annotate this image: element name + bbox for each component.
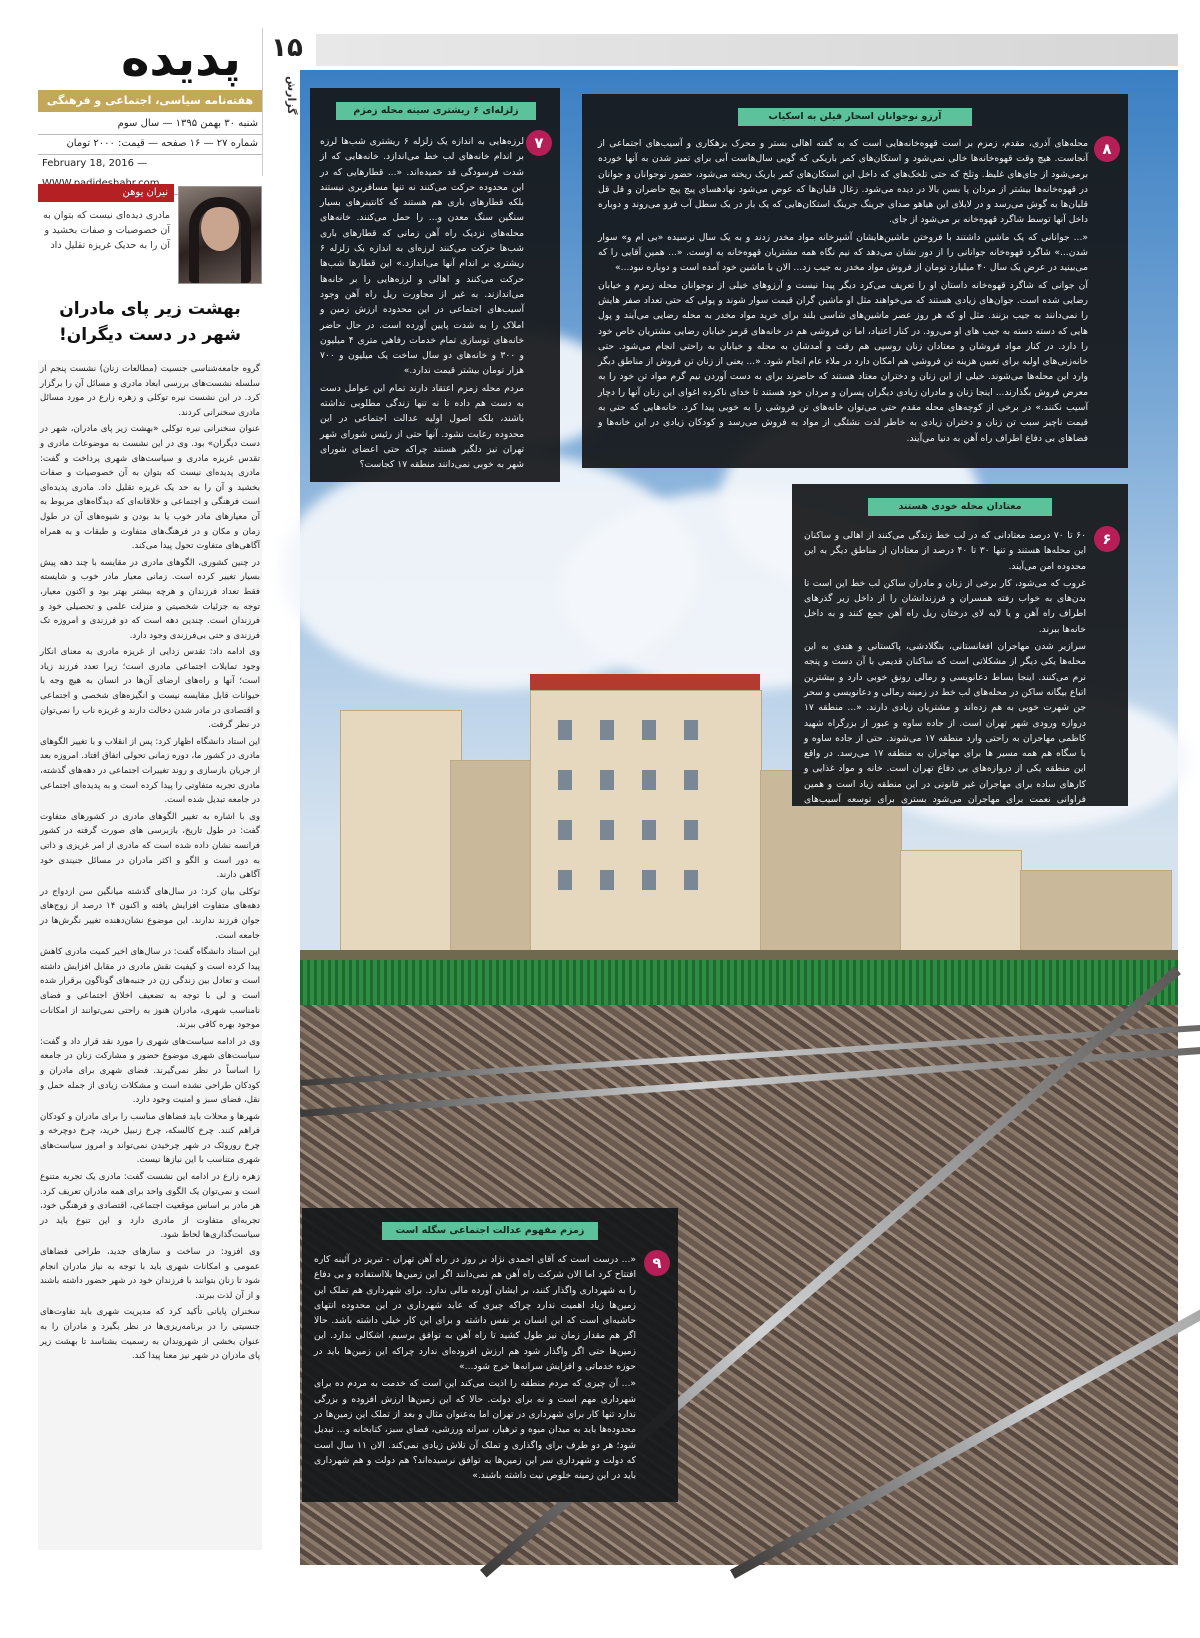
box-9 <box>302 1208 678 1502</box>
left-paragraph: عنوان سخنرانی نیره توکلی «بهشت زیر پای مادران، شهر در دست دیگران» بود. وی در این نشست به موضوعات مادری و تقدس غریزه مادری و سیاست‌های شهری پرداخت و گفت: مادری پدیده‌ای نیست که بتوان به آن خصوصیات و صفات بخشید و آن را به حد یک غریزه تقلیل داد. مادری پدیده‌ای است فرهنگی و اجتماعی و خلاقانه‌ای که دیدگاه‌های مربوط به آن معیارهای مادر خوب یا بد بودن و شیوه‌های آن در طول زمان و مکان و در فرهنگ‌های متفاوت و طبقات و به همراه آگاهی‌های متفاوت تحول پیدا می‌کند. <box>40 424 260 552</box>
page-number: ۱۵ <box>271 33 303 63</box>
website-line[interactable]: February 18, 2016 — <box>38 154 262 195</box>
box-6-paragraph: غروب که می‌شود، کار برخی از زنان و مادران ساکن لب خط این است تا بدن‌های به خواب رفته همسران و فرزندانشان را از داخل زیر گذرهای اطراف راه آهن و یا لابه لای درختان ریل راه آهن جمع کنند و به داخل خانه‌ها ببرند. <box>804 577 1086 635</box>
box-7 <box>310 88 560 482</box>
issue-line: شماره ۲۷ — ۱۶ صفحه — قیمت: ۲۰۰۰ تومان <box>38 134 262 155</box>
newspaper-logo[interactable]: پدیده <box>121 31 241 87</box>
box-9-text <box>314 1252 636 1496</box>
left-paragraph: شهرها و محلات باید فضاهای مناسب را برای مادران و کودکان فراهم کنند. چرخ کالسکه، چرخ زنبیل خرید، چرخ دوچرخه و چرخ روروئک در شهر چرخیدن نمی‌تواند و امروز سیاست‌های شهری متناسب با این نیازها نیست. <box>40 1111 260 1166</box>
left-paragraph: وی با اشاره به تغییر الگوهای مادری در کشورهای متفاوت گفت: در طول تاریخ، بازبرسی های صورت گرفته در کشور فرانسه نشان داده شده است که مادری از امر غریزی و ذاتی به دور است و الگو و اکثر مادران در مسائل جنیندی خود آگاهی دارند. <box>40 811 260 881</box>
date-line: شنبه ۳۰ بهمن ۱۳۹۵ — سال سوم <box>38 114 262 135</box>
left-paragraph: وی در ادامه سیاست‌های شهری را مورد نقد قرار داد و گفت: سیاست‌های شهری موضوع حضور و مشارکت زنان در جامعه را اساساً در نظر نمی‌گیرند. فضای شهری برای مادران و کودکان طراحی نشده است و مشکلات زیادی از جمله حمل و نقل، فضای سبز و امنیت وجود دارد. <box>40 1036 260 1106</box>
box-8-paragraph: محله‌های آذری، مقدم، زمزم بر است قهوه‌خانه‌هایی است که به گفته اهالی بستر و محرک بزهکاری و آسیب‌های اجتماعی از آنجاست. هیچ وقت قهوه‌خانه‌ها خالی نمی‌شود و استکان‌های کمر باریکی که گویی سال‌هاست آبی برای تمیز شدن به آنها خورده برمی‌شود از جای‌های غلیظ. وتلخ که حتی تلخک‌های که داخل این استکان‌های کمر باریک ریخته می‌شود، حضور نوجوانان و جوانان در قهوه‌خانه‌ها بیشتر از مردان پا بسن بالا در دیده می‌شود. زغال قلیان‌ها که عوض می‌شود نهادهسای پیچ پیچ حاضران و قل قل قلیان‌ها به گوش می‌رسد و در لابلای این هیاهو صدای جرینگ جرینگ استکان‌هایی که یک بار در یک سطل آب فرو می‌روند و دوباره داخل آنها توسط شاگرد قهوه‌خانه بر می‌شود از جای. <box>598 138 1088 226</box>
box-7-text <box>320 134 524 474</box>
box-6-text <box>804 528 1087 821</box>
box-9-heading: زمزم مفهوم عدالت اجتماعی سگله است <box>382 1222 598 1240</box>
left-paragraph: توکلی بیان کرد: در سال‌های گذشته میانگین سن ازدواج در دهه‌های متفاوت افزایش یافته و اکنون ۱۴ درصد از زوج‌های جوان فرزند ندارند. این موضوع نشان‌دهنده تغییر نگرش‌ها در جامعه است. <box>40 886 260 941</box>
box-7-heading: زلزله‌ای ۶ ریشتری سینه محله زمزم <box>336 102 536 120</box>
left-paragraph: سخنران پایانی تأکید کرد که مدیریت شهری باید تفاوت‌های جنسیتی را در برنامه‌ریزی‌ها در نظر بگیرد و مادران را به عنوان بخشی از شهروندان به رسمیت بشناسد تا بهشت زیر پای مادران در شهر نیز معنا پیدا کند. <box>40 1307 260 1362</box>
author-photo <box>178 186 262 284</box>
box-8-text <box>598 136 1088 460</box>
left-paragraph: وی افزود: در ساخت و سازهای جدید، طراحی فضاهای عمومی و امکانات شهری باید با توجه به نیاز مادران انجام شود تا زنان بتوانند با فرزندان خود در شهر حضور داشته باشند و از آن لذت ببرند. <box>40 1247 260 1301</box>
box-7-paragraph: مردم محله زمزم اعتقاد دارند تمام این عوامل دست به دست هم داده تا نه تنها زندگی مطلوبی نداشته باشند، بلکه اصول اولیه عدالت اجتماعی در این محدوده رعایت نشود. آنها حتی از رئیس شورای شهر تهران نیز دلگیر هستند چراکه حتی اعضای شورای شهر به خوبی نمی‌دانند منطقه ۱۷ کجاست؟ <box>320 382 524 471</box>
box-9-number: ۹ <box>644 1250 670 1276</box>
box-8-heading: آرزو نوجوانان اسحار فیلن به اسکیاب <box>738 108 972 126</box>
box-9-paragraph: «... آن چیزی که مردم منطقه را اذیت می‌کند این است که خدمت به مردم ده برای شهرداری مهم است و نه برای دولت. حالا که این زمین‌ها ارزش افزوده و بزرگی ندارد تنها کار برای شهرداری در تهران اما به‌عنوان مثال و بعد از تملک این زمین‌ها در محدوده‌ها باید به میدان میوه و ترهبار، سرانه ورزشی، فضای سبز، کتابخانه و... تبدیل شود؛ هر دو طرف برای واگذاری و تملک آن تلاش زیادی نمی‌کند. الان ۱۱ سال است که دولت و شهرداری سر این زمین‌ها به توافق نرسیده‌اند؟ هم دولت و هم شهرداری باید در این زمینه خلوص نیت داشته باشند.» <box>314 1378 636 1482</box>
author-box <box>38 184 262 284</box>
author-name-tag: نیران یوهن <box>38 184 174 202</box>
box-6 <box>792 484 1128 821</box>
box-8 <box>582 94 1128 468</box>
box-6-number: ۶ <box>1094 526 1120 552</box>
box-6-paragraph: ۶۰ تا ۷۰ درصد معتادانی که در لب خط زندگی می‌کنند از اهالی و ساکنان این محله‌ها هستند و تنها ۳۰ تا ۴۰ درصد از معتادان از مناطق دیگر به این محدوده امن می‌آیند. <box>804 530 1087 572</box>
left-paragraph: این استاد دانشگاه اظهار کرد: پس از انقلاب و با تغییر الگوهای مادری در کشور ما، دوره زمانی تحولی اتفاق افتاد. امروزه بعد از جریان بازسازی و روند تغییرات اجتماعی در دهه‌های گذشته، مادری تجربه متفاوتی را پیدا کرده است و به پدیده‌ای اجتماعی در جامعه تبدیل شده است. <box>40 736 260 806</box>
left-paragraph: گروه جامعه‌شناسی جنسیت (مطالعات زنان) نشست پنجم از سلسله نشست‌های بررسی ابعاد مادری و مسائل آن را برگزار کرد. در این نشست نیره توکلی و زهره زارع در مورد مسائل مادری سخنرانی کردند. <box>40 364 260 418</box>
left-paragraph: در چنین کشوری، الگوهای مادری در مقایسه با چند دهه پیش بسیار تغییر کرده است. زمانی معیار مادر خوب و شایسته فقط تعداد فرزندان و هرچه بیشتر بهتر بود و اکنون معیار، توجه به جزئیات شخصیتی و منزلت علمی و تحصیلی خود و فرزندان است. چندین دهه است که دو فرزندی و امروزه تک فرزندی و حتی بی‌فرزندی وجود دارد. <box>40 557 260 641</box>
box-8-paragraph: «... جوانانی که یک ماشین داشتند با فروختن ماشین‌هایشان آشپزخانه مواد مخدر زدند و به یک سال نرسیده «بی ام و» سوار شدن...» شاگرد قهوه‌خانه جوانانی را از دور نشان می‌دهد که نیم نگاه همه مشتریان قهوه‌خانه به اوست. «... همین آقایی را که می‌بینید در عرض یک سال ۴۰ میلیارد تومان از فروش مواد مخدر به جیب زد... الان با ماشین خود آمده است و دوباره نبود...» <box>598 231 1088 274</box>
box-6-paragraph: سرازیر شدن مهاجران افغانستانی، بنگلادشی، پاکستانی و هندی به این محله‌ها یکی دیگر از مشکلاتی است که ساکنان قدیمی با آن دست و پنجه نرم می‌کنند. اینجا بساط دعانویسی و رمالی رونق خوبی دارد و بیشترین اتباع بیگانه ساکن در محله‌های لب خط در زمینه رمالی و دعانویسی و سحر جن شهرت خوبی به هم زده‌اند و مشتریان زیادی دارند. «... منطقه ۱۷ دروازه ورودی شهر تهران است. از جاده ساوه و عبور از بزرگراه شهید کاظمی مهاجران به راحتی وارد منطقه ۱۷ می‌شوند. حتی از جاده ساوه و با سگاه هم همه مسیر ها برای مهاجران به منطقه ۱۷ می‌رسد. در واقع این منطقه یکی از دروازه‌های بی دفاع تهران است. خانه و مواد غذایی و کارهای ساده برای مهاجران غیر قانونی در این منطقه زیاد است و همین فراوانی نعمت برای مهاجران می‌شود بستری برای توسعه آسیب‌های اجتماعی.» <box>804 641 1086 821</box>
box-6-heading: معتادان محله خودی هستند <box>868 498 1052 516</box>
box-8-number: ۸ <box>1094 136 1120 162</box>
top-strip <box>316 34 1178 66</box>
left-paragraph: این استاد دانشگاه گفت: در سال‌های اخیر کمیت مادری کاهش پیدا کرده است و کیفیت نقش مادری در مقابل افزایش داشته است و تعادل بین زندگی زن در جنبه‌های گوناگون برقرار شده است و لی با توجه به تضعیف اخلاق اجتماعی و فضای نامناسب شهری، مادران هنوز به راحتی نمی‌توانند از امکانات موجود بهره کافی ببرند. <box>40 947 260 1031</box>
box-7-number: ۷ <box>526 130 552 156</box>
section-label: گزارش <box>285 75 298 115</box>
newspaper-tagline: هفته‌نامه سیاسی، اجتماعی و فرهنگی <box>38 90 262 112</box>
left-paragraph: زهره زارع در ادامه این نشست گفت: مادری یک تجربه متنوع است و نمی‌توان یک الگوی واحد برای همه مادران تعریف کرد. هر مادر بر اساس موقعیت اجتماعی، اقتصادی و فرهنگی خود، تجربه‌ای متفاوت از مادری دارد و این تنوع باید در سیاست‌گذاری‌ها لحاظ شود. <box>40 1172 260 1241</box>
left-article-headline: بهشت زیر پای مادران شهر در دست دیگران! <box>59 299 241 345</box>
box-7-paragraph: لرزه‌هایی به اندازه یک زلزله ۶ ریشتری شب‌ها لرزه بر اندام خانه‌های لب خط می‌اندازد. خانه‌هایی که از شدت فرسودگی قد خمیده‌اند. «... قطارهایی که در این محدوده حرکت می‌کنند نه تنها مسافربری نیستند بلکه قطارهای باری هم هستند که کانتینرهای بسیار سنگین سنگ معدن و... را حمل می‌کنند. خانه‌های محله‌های نزدیک راه آهن زمانی که قطارهای باری شب‌ها حرکت می‌کنند لرزه‌ای به اندازه یک زلزله ۶ ریشتری بر اندام آنها می‌اندازد.» این قطارها شب‌ها حرکت می‌کنند و اهالی و لرزه‌هایی را بر خانه‌ها می‌اندازند. به غیر از مجاورت ریل راه آهن وجود آسیب‌های اجتماعی در این محدوده ارزش زمین و املاک را به شدت پایین آورده است. در حال حاضر خانه‌های توسازی تمام خدمات رفاهی متری ۴ میلیون و ۳۰۰ و خانه‌های دو سال ساخت یک میلیون و ۷۰۰ هزار تومان بیشتر قیمت ندارد.» <box>320 136 525 377</box>
masthead <box>38 28 263 176</box>
box-8-paragraph: آن جوانی که شاگرد قهوه‌خانه داستان او را تعریف می‌کرد دیگر پیدا نیست و آرزوهای خیلی از نوجوانان محله زمزم و خیابان رضایی شده است. جوان‌های زیادی هستند که می‌خواهند مثل او ماشین گران قیمت سوار شوند و پولی که حتی تعداد صفر هایش را نمی‌دانند به جیب بزنند. مثل او که هر روز عصر ماشین‌های شاسی بلند برای خرید مواد مخدر به محله رضایی می‌آیند و پول هایی که دسته دسته به جیب های او می‌رود. در کنار اعتیاد، اما تن فروشی هم در خانه‌های قرمز خیابان رضایی مشتریان خاص خود را دارد. در کنار مواد فروشان و معتادان زنان روسپی هم رفت و آمدشان به محله و خیابان به راحتی انجام می‌شود. حتی خانه‌زنی‌های اولیه برای تعیین هزینه تن فروشی هم امکان دارد در ملاء عام انجام شود. «... یعنی از زنان تن فروش از مناطق دیگر وارد این محله‌ها می‌شوند. خیلی از این زنان و دختران معتاد هستند که حاضرند برای به دست آوردن نیم گرم مواد تن خود را به معرض فروش بگذارند... اینجا زنان و مادران زیادی دیگران پسران و مردان خود هستند تا خدای ناکرده اغوای این زنان آنها را دچار آسیب نکنند.» در برخی از کوچه‌های محله مقدم حتی می‌توان خانه‌های تن فروشی را به خوبی پیدا کرد. خانه‌هایی که حتی به قیمت ناچیز سبب تن زنان و دختران زیادی به خاطر لذت نشئگی از مواد به فروش می‌رسد و کودکان زیادی در این خانه‌ها و فضاهای بی دفاع اطراف راه آهن به دنیا می‌آیند. <box>598 279 1088 444</box>
left-article-body <box>38 360 262 1550</box>
left-paragraph: وی ادامه داد: تقدس زدایی از غریزه مادری به معنای انکار وجود تمایلات اجتماعی مادری است؛ زیرا تعدد فرزند زیاد است؛ آنها و راه‌های ارضای آن‌ها در انسان به هیچ وجه با حیوانات قابل مقایسه نیست و انگیزه‌های شخصی و اجتماعی و اقتصادی در مادر شدن دخالت دارند و غریزه ناب را نمی‌توان در نظر گرفت. <box>40 647 260 731</box>
author-bio: مادری دیده‌ای نیست که بتوان به آن خصوصیات و صفات بخشید و آن را به حدیک غریزه تقلیل داد <box>43 210 170 251</box>
box-9-paragraph: «... درست است که آقای احمدی نژاد بر روز در راه آهن تهران - تبریز در آئینه کاره افتتاح کرد اما الان شرکت راه آهن هم نمی‌دانند اگر این زمین‌ها بلااستفاده و بی دفاع را به شهرداری واگذار کنند، بر ایشان آورده مالی ندارد. برای شهرداری هم تملک این زمین‌ها زیاد اهمیت ندارد چراکه چیزی که عاید شهرداری در این محدوده انتهای حاشیه‌ای است که این انسان بر نفس داشته و برای این کار خیلی داشته باشد. حالا اگر هم مقدار زمان نیز طول کشید تا راه آهن به توافق برسیم، اشکالی ندارد. این زمین‌ها حتی اگر واگذار شود هم ارزش افزوده‌ای ندارد چراکه این زمین‌ها باید در حوزه خدماتی و افزایش سرانه‌ها خرج شود...» <box>314 1254 636 1373</box>
